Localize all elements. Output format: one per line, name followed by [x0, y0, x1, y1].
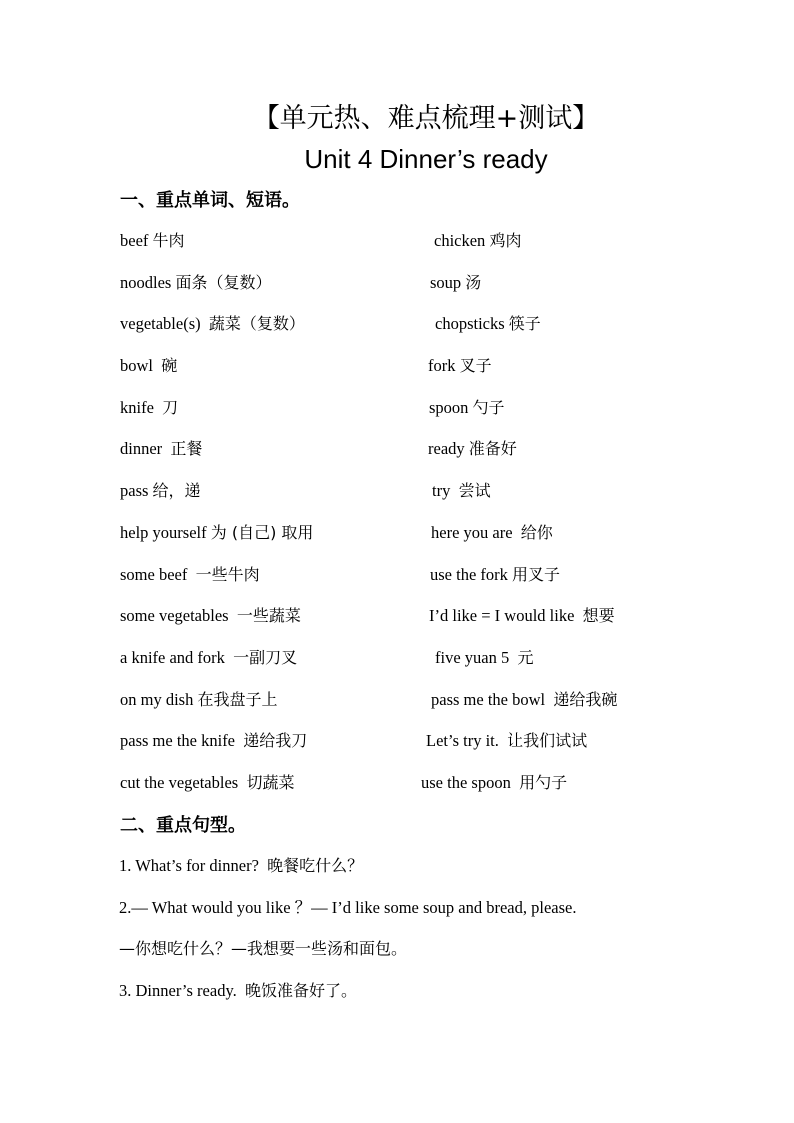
vocabulary-list	[0, 229, 794, 813]
vocab-meaning: 叉子	[459, 356, 492, 376]
vocab-term: Let’s try it.	[426, 731, 499, 751]
vocab-entry-right	[430, 271, 481, 295]
vocab-row	[0, 396, 794, 438]
vocab-term: noodles	[120, 272, 172, 292]
vocab-meaning: 正餐	[170, 439, 203, 459]
vocab-entry-right	[435, 312, 541, 336]
vocab-entry-right	[429, 604, 615, 628]
page-title: 【单元热、难点梳理+测试】	[252, 103, 600, 134]
unit-title: Unit 4 Dinner’s ready	[304, 144, 548, 174]
vocab-term: vegetable(s)	[120, 314, 201, 334]
vocab-entry-right	[429, 396, 505, 420]
vocab-term: here you are	[431, 522, 513, 542]
vocab-meaning: 面条（复数）	[175, 272, 272, 292]
vocab-meaning: 筷子	[508, 314, 541, 334]
vocab-row	[0, 646, 794, 688]
sentence-english: 1. What’s for dinner?	[119, 856, 259, 875]
vocab-meaning: 切蔬菜	[246, 772, 295, 792]
vocab-entry-left	[120, 312, 305, 336]
vocab-meaning: 一些牛肉	[195, 564, 260, 584]
vocab-term: chicken	[434, 231, 486, 250]
vocab-meaning: 递给我碗	[553, 689, 618, 709]
sentence-chinese: 晚饭准备好了。	[245, 981, 358, 1000]
vocab-meaning: 用叉子	[512, 564, 561, 584]
vocab-meaning: 勺子	[472, 397, 505, 417]
vocab-term: try	[432, 481, 451, 501]
vocab-row	[0, 521, 794, 563]
vocab-entry-left	[120, 229, 185, 253]
section-heading-sentences: 二、重点句型。	[120, 815, 246, 836]
vocab-meaning: 准备好	[468, 439, 517, 459]
sentence-line-1	[119, 854, 363, 878]
vocab-meaning: 用勺子	[519, 772, 568, 792]
vocab-entry-left	[120, 688, 277, 712]
vocab-term: five yuan 5	[435, 647, 510, 667]
vocab-entry-left	[120, 771, 294, 795]
vocab-entry-left	[120, 563, 260, 587]
vocab-row	[0, 604, 794, 646]
sentence-chinese: 晚餐吃什么？	[267, 856, 364, 875]
vocab-term: bowl	[120, 356, 153, 376]
vocab-row	[0, 229, 794, 271]
sentence-chinese: —你想吃什么？—我想要一些汤和面包。	[119, 939, 408, 958]
vocab-term: knife	[120, 397, 154, 417]
vocab-entry-left	[120, 437, 202, 461]
vocab-meaning: 递给我刀	[243, 731, 308, 751]
vocab-entry-left	[120, 479, 201, 503]
vocab-term: spoon	[429, 397, 469, 417]
vocab-term: ready	[428, 439, 465, 459]
vocab-meaning: 一些蔬菜	[236, 606, 301, 626]
vocab-term: a knife and fork	[120, 647, 225, 667]
vocab-row	[0, 771, 794, 813]
vocab-meaning: 牛肉	[152, 231, 185, 250]
vocab-entry-left	[120, 646, 297, 670]
sentence-line-2-translation	[119, 937, 407, 961]
vocab-term: cut the vegetables	[120, 772, 239, 792]
vocab-entry-left	[120, 521, 313, 545]
vocab-meaning: 碗	[161, 356, 178, 376]
vocab-term: on my dish	[120, 689, 194, 709]
section-heading-vocabulary: 一、重点单词、短语。	[120, 190, 300, 211]
vocab-entry-left	[120, 354, 177, 378]
vocab-row	[0, 729, 794, 771]
vocab-term: some vegetables	[120, 606, 229, 626]
vocab-term: fork	[428, 356, 456, 376]
vocab-meaning: 在我盘子上	[197, 689, 278, 709]
vocab-term: pass me the knife	[120, 731, 236, 751]
vocab-meaning: 让我们试试	[507, 731, 588, 751]
vocab-term: I’d like = I would like	[429, 606, 575, 626]
vocab-entry-left	[120, 604, 301, 628]
vocab-entry-right	[428, 354, 492, 378]
vocab-row	[0, 437, 794, 479]
vocab-term: use the spoon	[421, 772, 511, 792]
vocab-entry-right	[428, 437, 517, 461]
vocab-term: chopsticks	[435, 314, 505, 334]
vocab-term: beef	[120, 231, 149, 250]
vocab-term: dinner	[120, 439, 163, 459]
vocab-meaning: 给你	[520, 522, 553, 542]
vocab-row	[0, 563, 794, 605]
vocab-term: pass me the bowl	[431, 689, 546, 709]
vocab-entry-left	[120, 271, 271, 295]
vocab-meaning: 尝试	[458, 481, 491, 501]
vocab-term: use the fork	[430, 564, 508, 584]
vocab-term: some beef	[120, 564, 188, 584]
vocab-term: soup	[430, 272, 462, 292]
vocab-row	[0, 479, 794, 521]
vocab-meaning: 汤	[465, 272, 482, 292]
sentence-english: 3. Dinner’s ready.	[119, 981, 237, 1000]
vocab-meaning: 蔬菜（复数）	[208, 314, 305, 334]
vocab-entry-right	[435, 646, 534, 670]
vocab-row	[0, 271, 794, 313]
vocab-entry-right	[421, 771, 567, 795]
sentence-english: 2.— What would you like ？— I’d like some soup and bread, please.	[119, 898, 577, 917]
sentence-line-3	[119, 979, 357, 1003]
vocab-row	[0, 312, 794, 354]
vocab-entry-right	[431, 521, 553, 545]
vocab-meaning: 鸡肉	[489, 231, 522, 250]
vocab-entry-left	[120, 729, 307, 753]
vocab-meaning: 为 (自己) 取用	[210, 522, 314, 542]
vocab-row	[0, 354, 794, 396]
sentence-line-2	[119, 896, 576, 920]
vocab-meaning: 元	[517, 647, 534, 667]
vocab-meaning: 一副刀叉	[233, 647, 298, 667]
vocab-term: help yourself	[120, 522, 207, 542]
vocab-entry-right	[426, 729, 587, 753]
vocab-meaning: 刀	[162, 397, 179, 417]
vocab-meaning: 给，递	[152, 481, 201, 501]
vocab-row	[0, 688, 794, 730]
vocab-entry-left	[120, 396, 178, 420]
vocab-entry-right	[432, 479, 491, 503]
vocab-entry-right	[434, 229, 521, 253]
vocab-meaning: 想要	[582, 606, 615, 626]
vocab-term: pass	[120, 481, 149, 501]
vocab-entry-right	[431, 688, 617, 712]
vocab-entry-right	[430, 563, 560, 587]
